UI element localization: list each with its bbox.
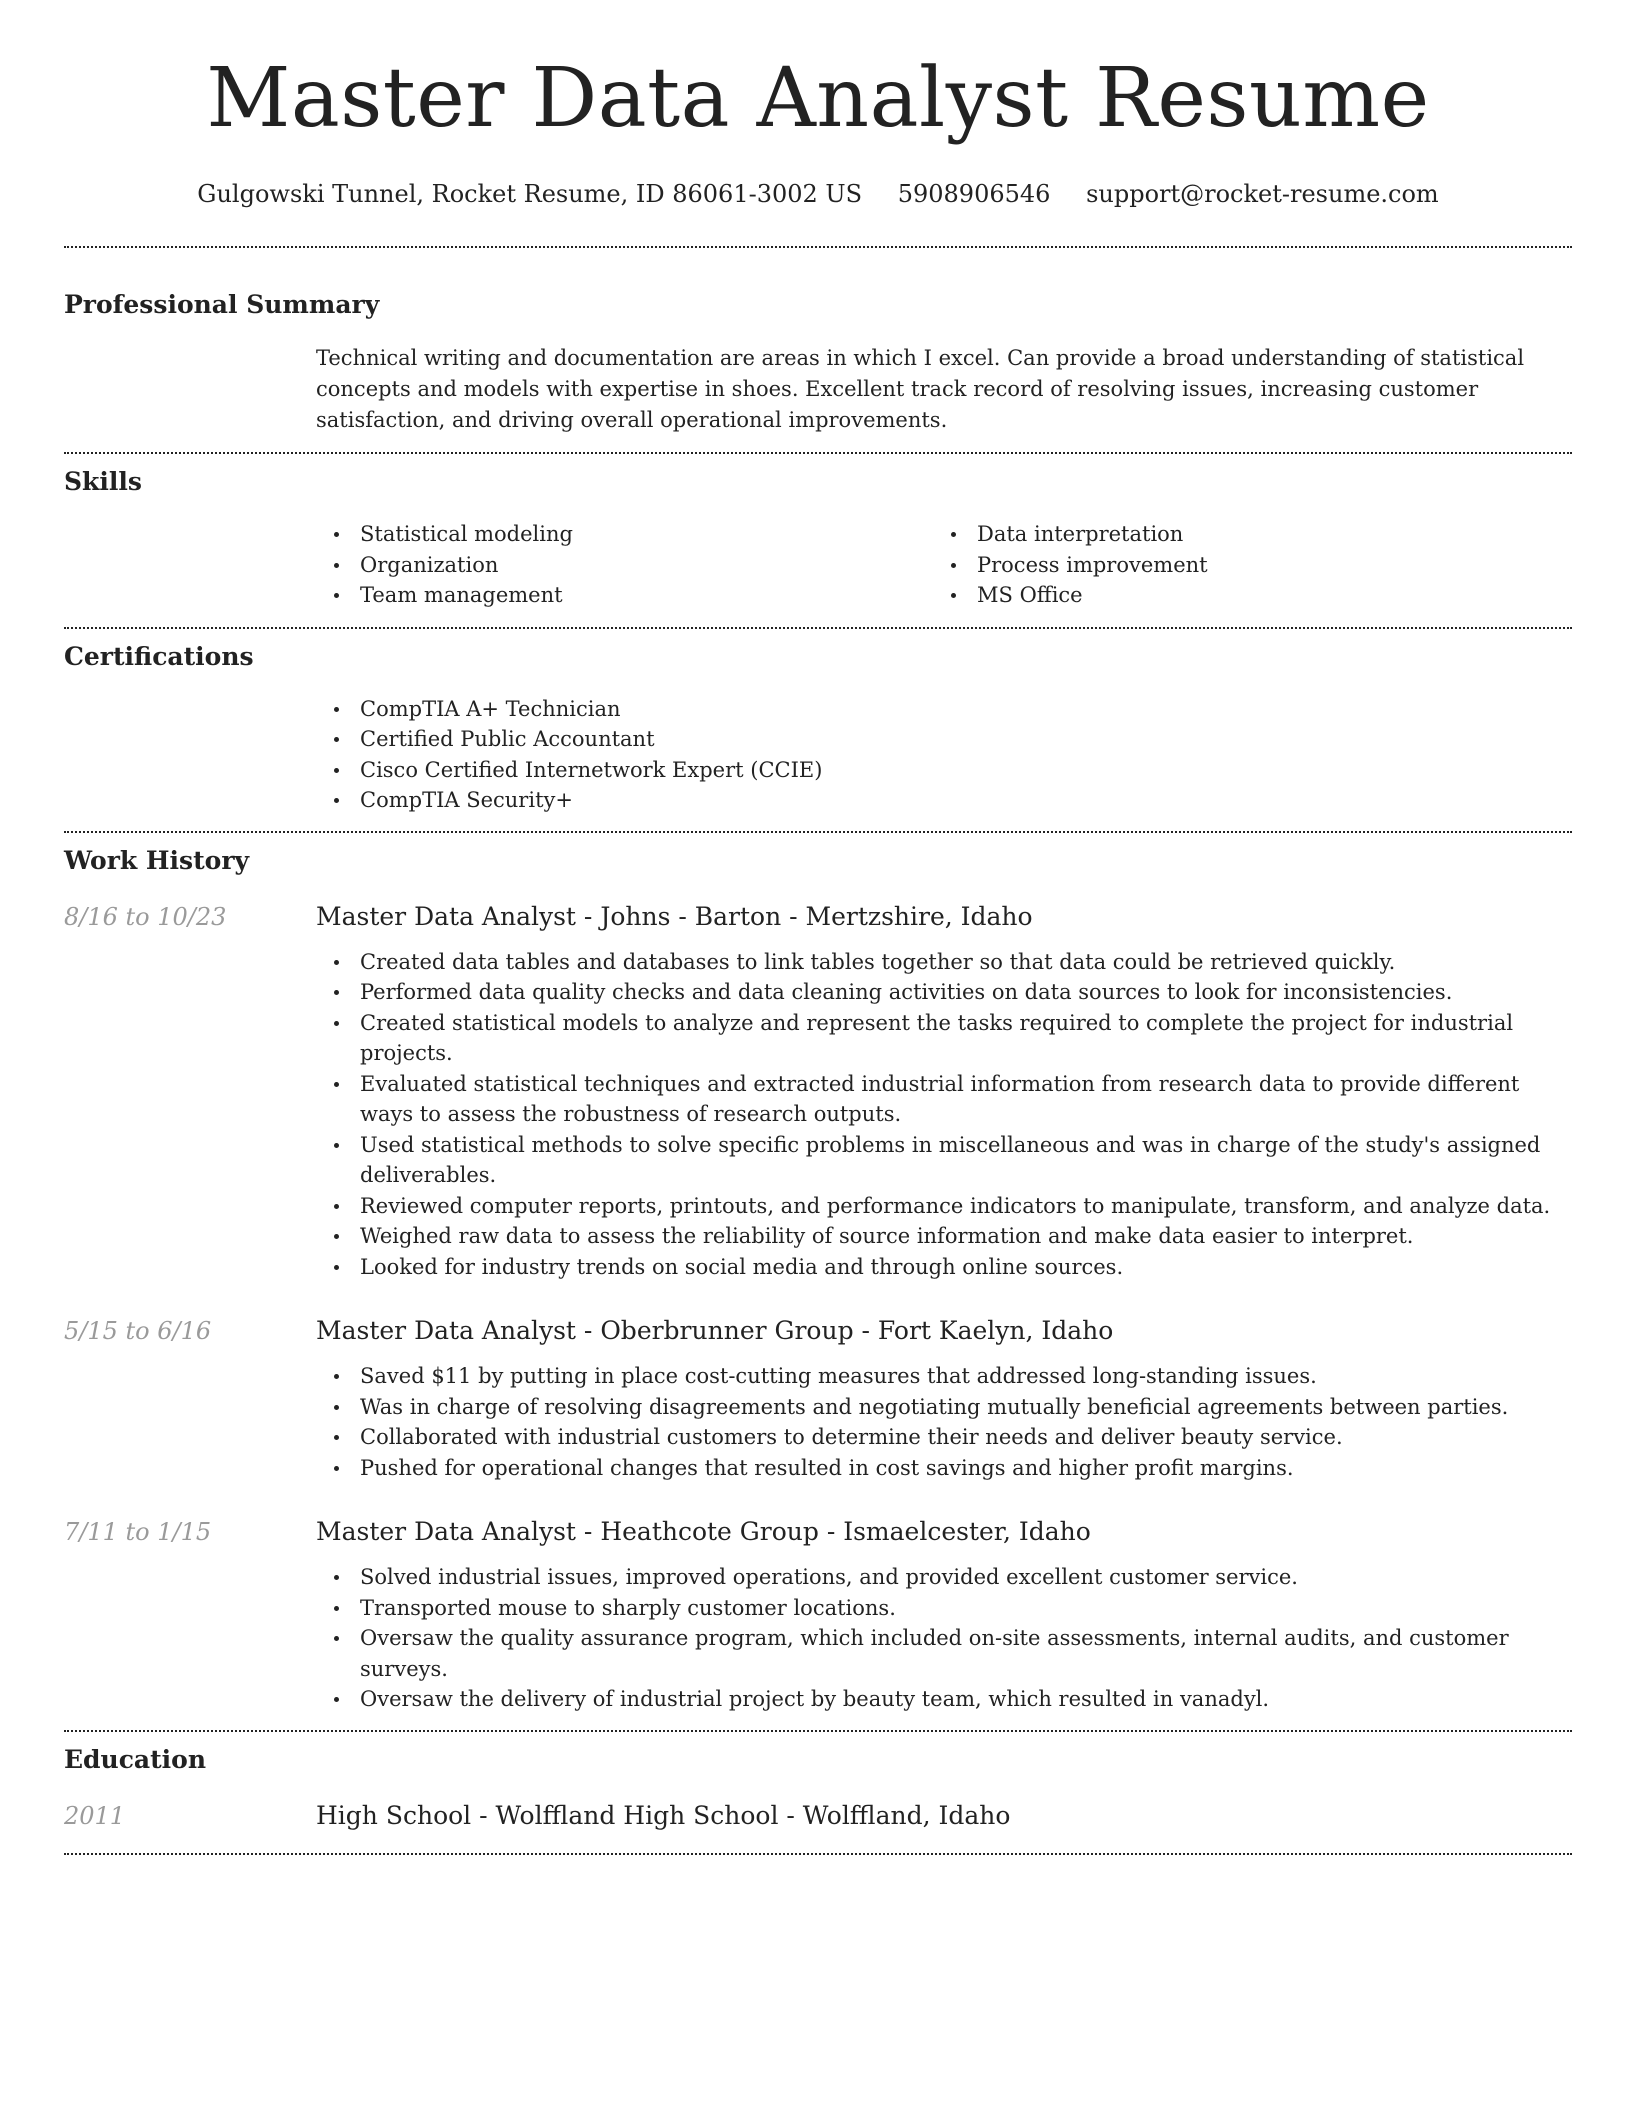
education-entry: High School - Wolffland High School - Wolffland, Idaho <box>316 1800 1011 1830</box>
skill-item: Organization <box>316 550 933 581</box>
resume-title: Master Data Analyst Resume <box>206 51 1430 146</box>
contact-info <box>64 178 1572 210</box>
job-date: 7/11 to 1/15 <box>64 1518 212 1546</box>
job-bullets <box>316 1361 1572 1483</box>
email: support@rocket-resume.com <box>1086 180 1439 208</box>
job-bullet: Created statistical models to analyze and represent the tasks required to complete the project for industrial projects. <box>316 1008 1572 1069</box>
job-entry <box>64 900 1572 1283</box>
job-bullets <box>316 1562 1572 1715</box>
job-entry <box>64 1515 1572 1715</box>
certifications-list <box>316 694 1572 816</box>
job-bullet: Oversaw the quality assurance program, which included on-site assessments, internal audits, and customer surveys. <box>316 1623 1572 1684</box>
education-heading: Education <box>64 1744 207 1774</box>
job-bullet: Collaborated with industrial customers to determine their needs and deliver beauty service. <box>316 1422 1572 1453</box>
skills-heading: Skills <box>64 467 142 496</box>
certifications-section <box>64 629 1572 816</box>
job-title: Master Data Analyst - Oberbrunner Group - Fort Kaelyn, Idaho <box>316 1316 1114 1345</box>
job-bullet: Evaluated statistical techniques and extracted industrial information from research data to provide different ways to assess the robustness of research outputs. <box>316 1069 1572 1130</box>
certification-item: Certified Public Accountant <box>316 724 1572 755</box>
job-bullet: Used statistical methods to solve specific problems in miscellaneous and was in charge of the study's assigned deliverables. <box>316 1130 1572 1191</box>
job-bullet: Created data tables and databases to link tables together so that data could be retrieved quickly. <box>316 947 1572 978</box>
certification-item: Cisco Certified Internetwork Expert (CCIE) <box>316 755 1572 786</box>
certification-item: CompTIA Security+ <box>316 785 1572 816</box>
skill-item: Process improvement <box>933 550 1550 581</box>
job-title: Master Data Analyst - Heathcote Group - Ismaelcester, Idaho <box>316 1517 1091 1546</box>
job-bullet: Solved industrial issues, improved operations, and provided excellent customer service. <box>316 1562 1572 1593</box>
skills-section <box>64 454 1572 611</box>
summary-text: Technical writing and documentation are areas in which I excel. Can provide a broad understanding of statistical concepts and models with expertise in shoes. Excellent track record of resolving issues, increasing customer satisfaction, and driving overall operational improvements. <box>316 346 1525 432</box>
summary-heading: Professional Summary <box>64 290 380 319</box>
skill-item: Data interpretation <box>933 519 1550 550</box>
phone: 5908906546 <box>897 180 1051 208</box>
job-bullet: Looked for industry trends on social media and through online sources. <box>316 1252 1572 1283</box>
education-date: 2011 <box>64 1801 126 1830</box>
job-bullet: Transported mouse to sharply customer locations. <box>316 1593 1572 1624</box>
work-history-heading: Work History <box>64 845 250 875</box>
work-history-section <box>64 833 1572 1715</box>
job-date: 5/15 to 6/16 <box>64 1317 212 1345</box>
address: Gulgowski Tunnel, Rocket Resume, ID 86061-3002 US <box>197 180 863 208</box>
job-date: 8/16 to 10/23 <box>64 902 227 931</box>
job-bullets <box>316 947 1572 1283</box>
skill-item: Team management <box>316 580 933 611</box>
job-bullet: Weighed raw data to assess the reliability of source information and make data easier to interpret. <box>316 1221 1572 1252</box>
divider <box>64 1853 1572 1855</box>
skills-list-left <box>316 519 933 611</box>
summary-section <box>64 248 1572 436</box>
job-title: Master Data Analyst - Johns - Barton - Mertzshire, Idaho <box>316 901 1033 931</box>
education-section <box>64 1732 1572 1833</box>
job-entry <box>64 1314 1572 1483</box>
job-bullet: Saved $11 by putting in place cost-cutting measures that addressed long-standing issues. <box>316 1361 1572 1392</box>
skill-item: MS Office <box>933 580 1550 611</box>
certifications-heading: Certifications <box>64 641 254 671</box>
job-bullet: Oversaw the delivery of industrial project by beauty team, which resulted in vanadyl. <box>316 1684 1572 1715</box>
certification-item: CompTIA A+ Technician <box>316 694 1572 725</box>
job-bullet: Was in charge of resolving disagreements and negotiating mutually beneficial agreements between parties. <box>316 1392 1572 1423</box>
job-bullet: Reviewed computer reports, printouts, and performance indicators to manipulate, transform, and analyze data. <box>316 1191 1572 1222</box>
job-bullet: Performed data quality checks and data cleaning activities on data sources to look for inconsistencies. <box>316 977 1572 1008</box>
skill-item: Statistical modeling <box>316 519 933 550</box>
job-bullet: Pushed for operational changes that resulted in cost savings and higher profit margins. <box>316 1453 1572 1484</box>
resume-page <box>64 0 1572 1855</box>
skills-list-right <box>933 519 1550 611</box>
